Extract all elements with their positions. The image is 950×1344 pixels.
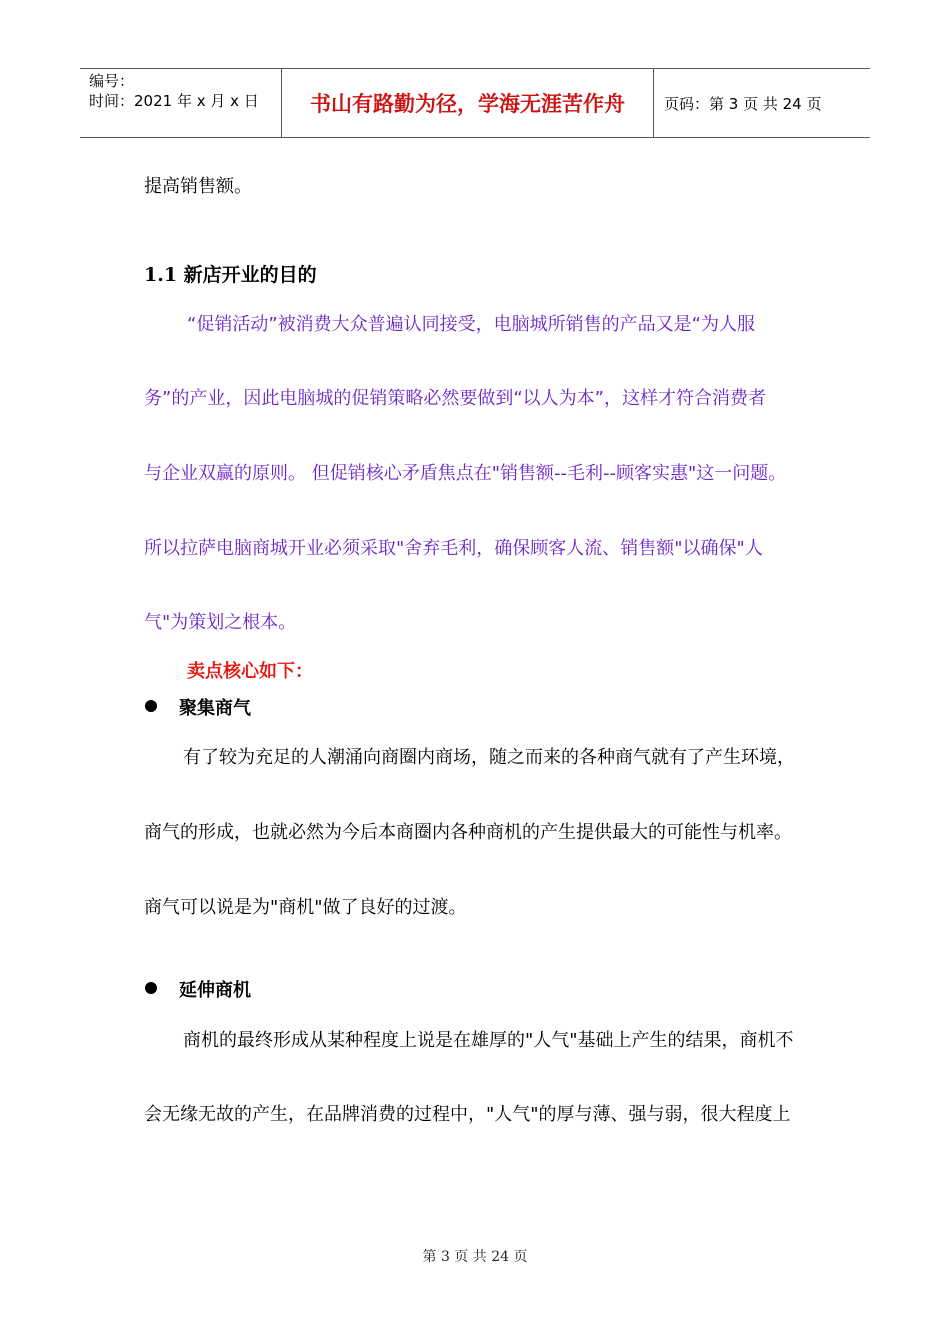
bullet1-paragraph-line: 商气的形成，也就必然为今后本商圈内各种商机的产生提供最大的可能性与机率。 xyxy=(144,822,792,843)
intro-line: 提高销售额。 xyxy=(144,176,252,197)
section-title: 1.1 新店开业的目的 xyxy=(144,264,317,286)
header-motto: 书山有路勤为径，学海无涯苦作舟 xyxy=(282,69,654,137)
purpose-paragraph-line: 所以拉萨电脑商城开业必须采取"舍弃毛利，确保顾客人流、销售额"以确保"人 xyxy=(144,538,763,559)
bullet-title-extend: 延伸商机 xyxy=(179,980,251,1001)
bullet-title-gather: 聚集商气 xyxy=(179,698,251,719)
page-footer: 第 3 页 共 24 页 xyxy=(422,1249,528,1265)
selling-points-heading: 卖点核心如下： xyxy=(187,661,313,682)
bullet2-paragraph-line: 会无缘无故的产生，在品牌消费的过程中，"人气"的厚与薄、强与弱，很大程度上 xyxy=(144,1104,791,1125)
bullet1-paragraph-line: 商气可以说是为"商机"做了良好的过渡。 xyxy=(144,897,467,918)
bullet-dot-icon xyxy=(145,700,157,712)
bullet1-paragraph-line: 有了较为充足的人潮涌向商圈内商场，随之而来的各种商气就有了产生环境， xyxy=(183,747,795,768)
purpose-paragraph-line: 气"为策划之根本。 xyxy=(144,612,297,633)
purpose-paragraph-line: “促销活动”被消费大众普遍认同接受，电脑城所销售的产品又是“为人服 xyxy=(187,314,755,335)
bullet2-paragraph-line: 商机的最终形成从某种程度上说是在雄厚的"人气"基础上产生的结果，商机不 xyxy=(183,1030,794,1051)
purpose-paragraph-line: 与企业双赢的原则。 但促销核心矛盾焦点在"销售额--毛利--顾客实惠"这一问题。 xyxy=(144,463,787,484)
page-header xyxy=(80,68,870,138)
document-time: 时间：2021 年 x 月 x 日 xyxy=(89,92,259,110)
header-page-info: 页码：第 3 页 共 24 页 xyxy=(664,94,822,113)
document-number-label: 编号： xyxy=(89,72,135,90)
header-meta xyxy=(80,69,282,137)
purpose-paragraph-line: 务”的产业，因此电脑城的促销策略必然要做到“以人为本”，这样才符合消费者 xyxy=(144,388,766,409)
bullet-dot-icon xyxy=(145,982,157,994)
